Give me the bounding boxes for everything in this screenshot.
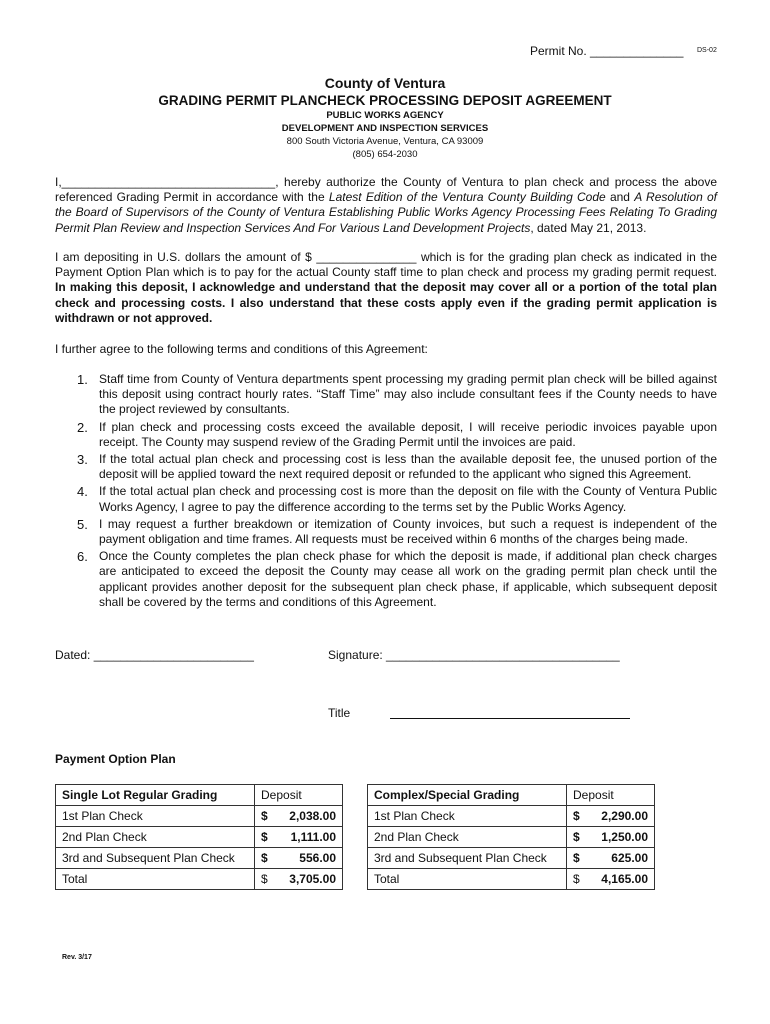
deposit-amount bbox=[567, 827, 655, 848]
amount-value: 3,705.00 bbox=[289, 872, 336, 886]
term-text: If the total actual plan check and processing cost is less than the available deposit fee, the unused portion of the deposit will be applied toward the next required deposit or refunded to the applicant who signed this Agreement. bbox=[99, 452, 717, 482]
authorization-text-end: , dated May 21, 2013. bbox=[530, 220, 647, 235]
deposit-understanding: I also understand that these costs apply even if the grading permit application is withdrawn or not approved. bbox=[55, 295, 718, 325]
title-line bbox=[390, 718, 630, 719]
table-row bbox=[368, 827, 655, 848]
row-label: 1st Plan Check bbox=[56, 806, 255, 827]
county-name: County of Ventura bbox=[324, 75, 446, 91]
deposit-amount bbox=[567, 869, 655, 890]
currency-sign: $ bbox=[261, 830, 268, 844]
deposit-amount bbox=[567, 806, 655, 827]
authorization-text-mid: and bbox=[605, 190, 635, 205]
currency-sign: $ bbox=[261, 809, 268, 823]
term-item bbox=[55, 420, 717, 450]
revision-date: Rev. 3/17 bbox=[62, 954, 92, 961]
single-lot-header: Single Lot Regular Grading bbox=[56, 785, 255, 806]
deposit-amount bbox=[567, 848, 655, 869]
permit-number-field: Permit No. ______________ bbox=[530, 44, 684, 58]
terms-list bbox=[55, 372, 717, 612]
term-text: Staff time from County of Ventura departments spent processing my grading permit plan check will be billed against this deposit using contract hourly rates. “Staff Time” may also include consultant fees if the County needs to have the project reviewed by consultants. bbox=[99, 372, 717, 417]
row-label: 3rd and Subsequent Plan Check bbox=[368, 848, 567, 869]
term-number: 2. bbox=[77, 419, 88, 435]
amount-value: 625.00 bbox=[611, 851, 648, 865]
agency-address: 800 South Victoria Avenue, Ventura, CA 93009 bbox=[286, 136, 484, 147]
deposit-paragraph bbox=[55, 250, 717, 326]
table-row bbox=[368, 848, 655, 869]
currency-sign: $ bbox=[573, 809, 580, 823]
terms-intro: I further agree to the following terms and conditions of this Agreement: bbox=[55, 342, 428, 356]
deposit-amount bbox=[255, 827, 343, 848]
amount-value: 2,038.00 bbox=[289, 809, 336, 823]
term-item bbox=[55, 372, 717, 418]
document-title: GRADING PERMIT PLANCHECK PROCESSING DEPOSIT AGREEMENT bbox=[158, 93, 612, 108]
term-text: If the total actual plan check and processing cost is more than the deposit on file with the County of Ventura Public Works Agency, I agree to pay the difference according to the terms set by the Public Works Agency. bbox=[99, 484, 717, 514]
deposit-amount bbox=[255, 848, 343, 869]
term-number: 6. bbox=[77, 549, 88, 565]
term-item bbox=[55, 517, 717, 547]
amount-value: 4,165.00 bbox=[601, 872, 648, 886]
signature-field: Signature: ___________________________________ bbox=[328, 648, 620, 662]
currency-sign: $ bbox=[261, 851, 268, 865]
term-number: 3. bbox=[77, 452, 88, 468]
table-row bbox=[56, 848, 343, 869]
table-row bbox=[56, 806, 343, 827]
table-row bbox=[368, 806, 655, 827]
row-label: 2nd Plan Check bbox=[56, 827, 255, 848]
row-label: 1st Plan Check bbox=[368, 806, 567, 827]
row-label: Total bbox=[56, 869, 255, 890]
deposit-acknowledgement: In making this deposit, I acknowledge and understand that the deposit may cover all or a portion of the total plan check and processing costs. bbox=[55, 280, 717, 310]
currency-sign: $ bbox=[573, 872, 580, 886]
term-number: 5. bbox=[77, 516, 88, 532]
amount-value: 1,111.00 bbox=[290, 830, 336, 844]
agency-name: PUBLIC WORKS AGENCY bbox=[326, 110, 444, 121]
dated-field: Dated: ________________________ bbox=[55, 648, 254, 662]
title-label: Title bbox=[328, 706, 351, 720]
table-row bbox=[56, 869, 343, 890]
table-row bbox=[368, 869, 655, 890]
table-header-row bbox=[56, 785, 343, 806]
authorization-text-start: I,________________________________, hereby authorize the County of Ventura to plan check and process the above referenced Grading Permit in accordance with the bbox=[55, 175, 717, 205]
deposit-header: Deposit bbox=[255, 785, 343, 806]
term-item bbox=[55, 549, 717, 610]
row-label: 2nd Plan Check bbox=[368, 827, 567, 848]
term-item bbox=[55, 484, 717, 514]
deposit-header: Deposit bbox=[567, 785, 655, 806]
form-code: DS-02 bbox=[697, 47, 717, 54]
amount-value: 2,290.00 bbox=[601, 809, 648, 823]
currency-sign: $ bbox=[573, 830, 580, 844]
row-label: Total bbox=[368, 869, 567, 890]
amount-value: 556.00 bbox=[299, 851, 336, 865]
term-item bbox=[55, 452, 717, 482]
building-code-reference: Latest Edition of the Ventura County Building Code bbox=[328, 190, 606, 205]
deposit-text: I am depositing in U.S. dollars the amount of $ _______________ which is for the grading plan check as indicated in the Payment Option Plan which is to pay for the actual County staff time to plan check and process my grading permit request. bbox=[55, 250, 717, 280]
table-row bbox=[56, 827, 343, 848]
payment-option-title: Payment Option Plan bbox=[55, 752, 176, 766]
term-text: If plan check and processing costs exceed the available deposit, I will receive periodic invoices payable upon receipt. The County may suspend review of the Grading Permit until the invoices are paid. bbox=[99, 419, 717, 449]
term-text: Once the County completes the plan check phase for which the deposit is made, if additional plan check charges are anticipated to exceed the deposit the County may cease all work on the grading permit plan check until the applicant provides another deposit for the subsequent plan check phase, if applicable, which subsequent deposit shall be covered by the terms and conditions of this Agreement. bbox=[99, 549, 717, 609]
table-header-row bbox=[368, 785, 655, 806]
resolution-reference: A Resolution of the Board of Supervisors of the County of Ventura Establishing Public Works Agency Processing Fees Relating To Grading Permit Plan Review and Inspection Services And For Various Land Development Projects bbox=[55, 190, 718, 235]
complex-grading-header: Complex/Special Grading bbox=[368, 785, 567, 806]
authorization-paragraph bbox=[55, 175, 717, 236]
term-number: 4. bbox=[77, 484, 88, 500]
amount-value: 1,250.00 bbox=[601, 830, 648, 844]
agency-phone: (805) 654-2030 bbox=[352, 149, 418, 160]
term-text: I may request a further breakdown or itemization of County invoices, but such a request is independent of the payment obligation and time frames. All requests must be received within 6 months of the charges being made. bbox=[99, 516, 717, 547]
currency-sign: $ bbox=[573, 851, 580, 865]
row-label: 3rd and Subsequent Plan Check bbox=[56, 848, 255, 869]
deposit-amount bbox=[255, 869, 343, 890]
deposit-amount bbox=[255, 806, 343, 827]
currency-sign: $ bbox=[261, 872, 268, 886]
term-number: 1. bbox=[77, 372, 88, 387]
division-name: DEVELOPMENT AND INSPECTION SERVICES bbox=[281, 123, 489, 134]
single-lot-table bbox=[55, 784, 343, 890]
complex-grading-table bbox=[367, 784, 655, 890]
